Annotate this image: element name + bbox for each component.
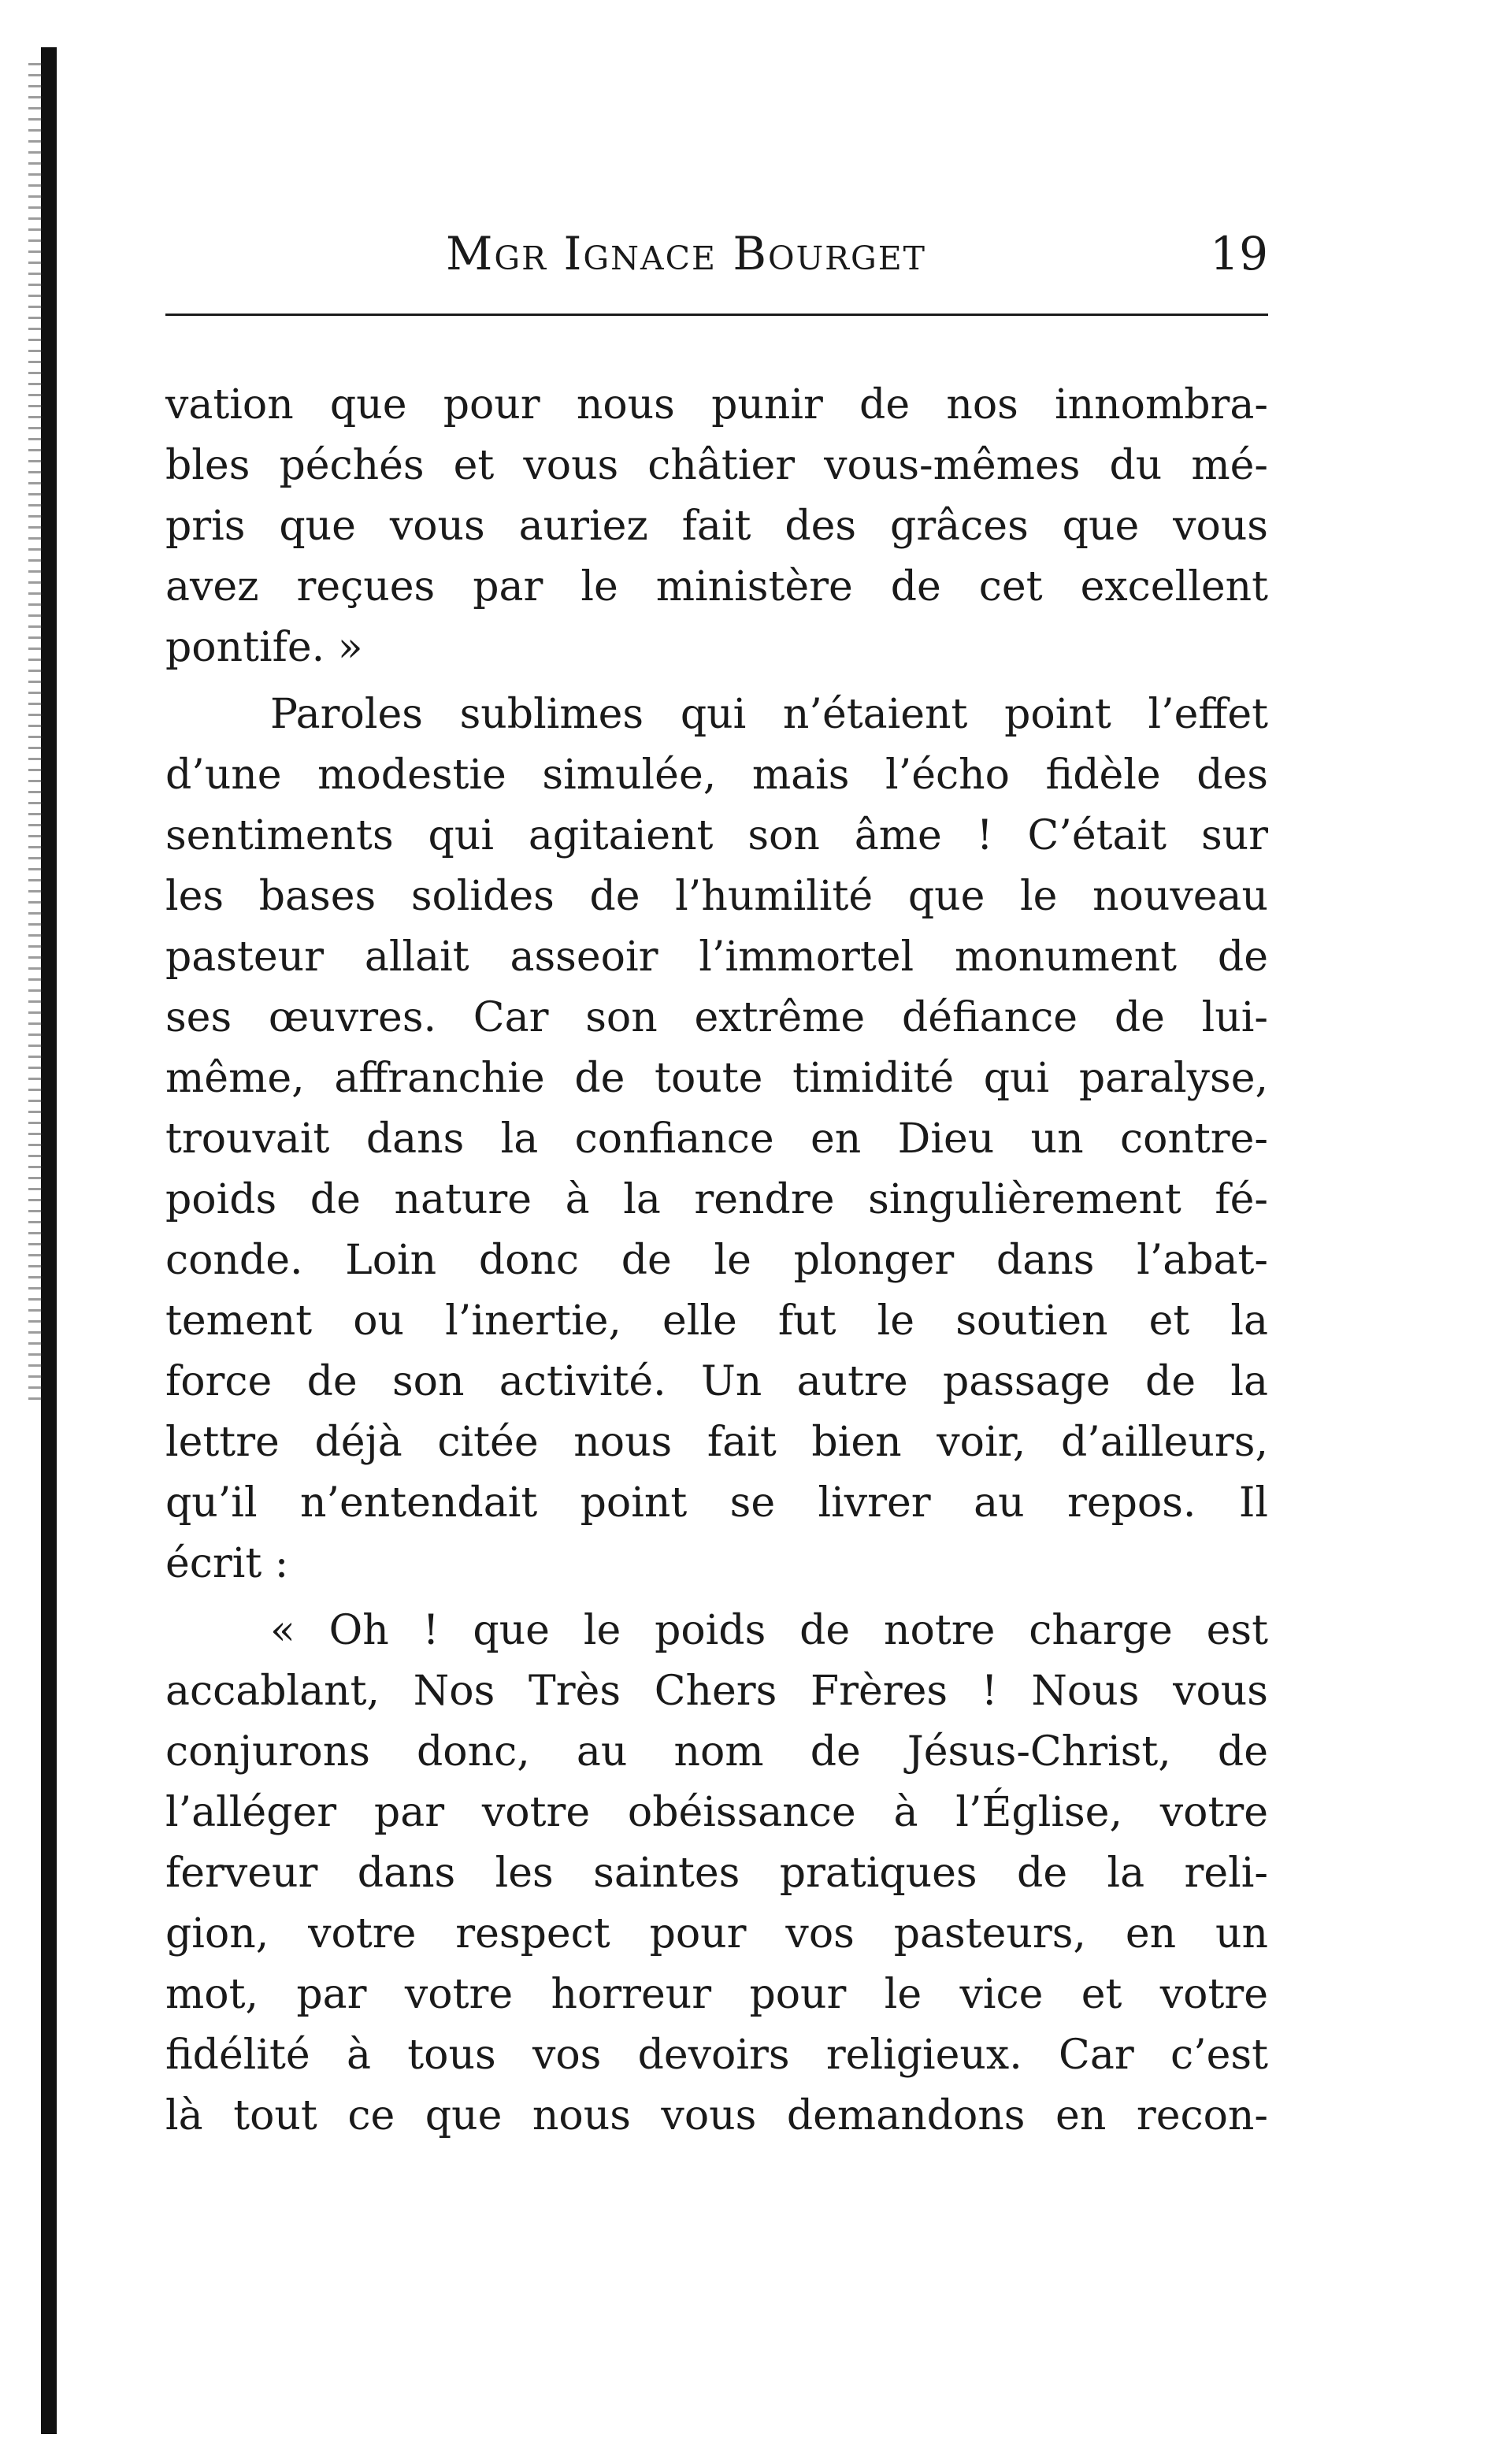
running-title: Mgr Ignace Bourget: [446, 227, 927, 280]
text-line: écrit :: [165, 1540, 289, 1587]
text-line: qu’il n’entendait point se livrer au repos. Il: [165, 1479, 1268, 1527]
text-line: conjurons donc, au nom de Jésus-Christ, de: [165, 1728, 1268, 1776]
text-line: mot, par votre horreur pour le vice et votre: [165, 1971, 1268, 2018]
paragraph-3: [165, 1601, 1268, 2147]
text-line: là tout ce que nous vous demandons en recon-: [165, 2092, 1268, 2139]
page-number: 19: [1210, 227, 1268, 280]
paragraph-1: [165, 375, 1268, 678]
text-line: bles péchés et vous châtier vous-mêmes du mé-: [165, 442, 1268, 489]
header-rule: [165, 314, 1268, 316]
text-line: conde. Loin donc de le plonger dans l’abat-: [165, 1237, 1268, 1284]
text-line: trouvait dans la confiance en Dieu un contre-: [165, 1115, 1268, 1163]
text-line: force de son activité. Un autre passage de la: [165, 1358, 1268, 1405]
text-line: d’une modestie simulée, mais l’écho fidèle des: [165, 751, 1268, 799]
text-line: les bases solides de l’humilité que le nouveau: [165, 873, 1268, 920]
page-header: [165, 222, 1268, 285]
paragraph-2: [165, 685, 1268, 1594]
text-line: fidélité à tous vos devoirs religieux. Car c’est: [165, 2032, 1268, 2079]
text-line: lettre déjà citée nous fait bien voir, d’ailleurs,: [165, 1419, 1268, 1466]
text-line: Paroles sublimes qui n’étaient point l’effet: [270, 691, 1268, 738]
text-line: pontife. »: [165, 624, 363, 671]
scan-binding-shadow: [28, 63, 43, 1402]
text-line: vation que pour nous punir de nos innombra-: [165, 381, 1268, 429]
body-text: [165, 375, 1268, 2147]
text-line: gion, votre respect pour vos pasteurs, en un: [165, 1910, 1268, 1957]
text-line: ses œuvres. Car son extrême défiance de lui-: [165, 994, 1268, 1041]
text-line: ferveur dans les saintes pratiques de la reli-: [165, 1850, 1268, 1897]
text-line: accablant, Nos Très Chers Frères ! Nous vous: [165, 1668, 1268, 1715]
text-line: « Oh ! que le poids de notre charge est: [270, 1607, 1268, 1654]
text-line: même, affranchie de toute timidité qui paralyse,: [165, 1055, 1268, 1102]
text-line: sentiments qui agitaient son âme ! C’était sur: [165, 812, 1268, 859]
text-line: poids de nature à la rendre singulièrement fé-: [165, 1176, 1268, 1223]
text-line: avez reçues par le ministère de cet excellent: [165, 563, 1268, 610]
page-binding-edge: [41, 47, 57, 2434]
text-line: pasteur allait asseoir l’immortel monument de: [165, 933, 1268, 981]
text-line: tement ou l’inertie, elle fut le soutien et la: [165, 1297, 1268, 1345]
text-line: pris que vous auriez fait des grâces que vous: [165, 503, 1268, 550]
text-line: l’alléger par votre obéissance à l’Église, votre: [165, 1789, 1268, 1836]
